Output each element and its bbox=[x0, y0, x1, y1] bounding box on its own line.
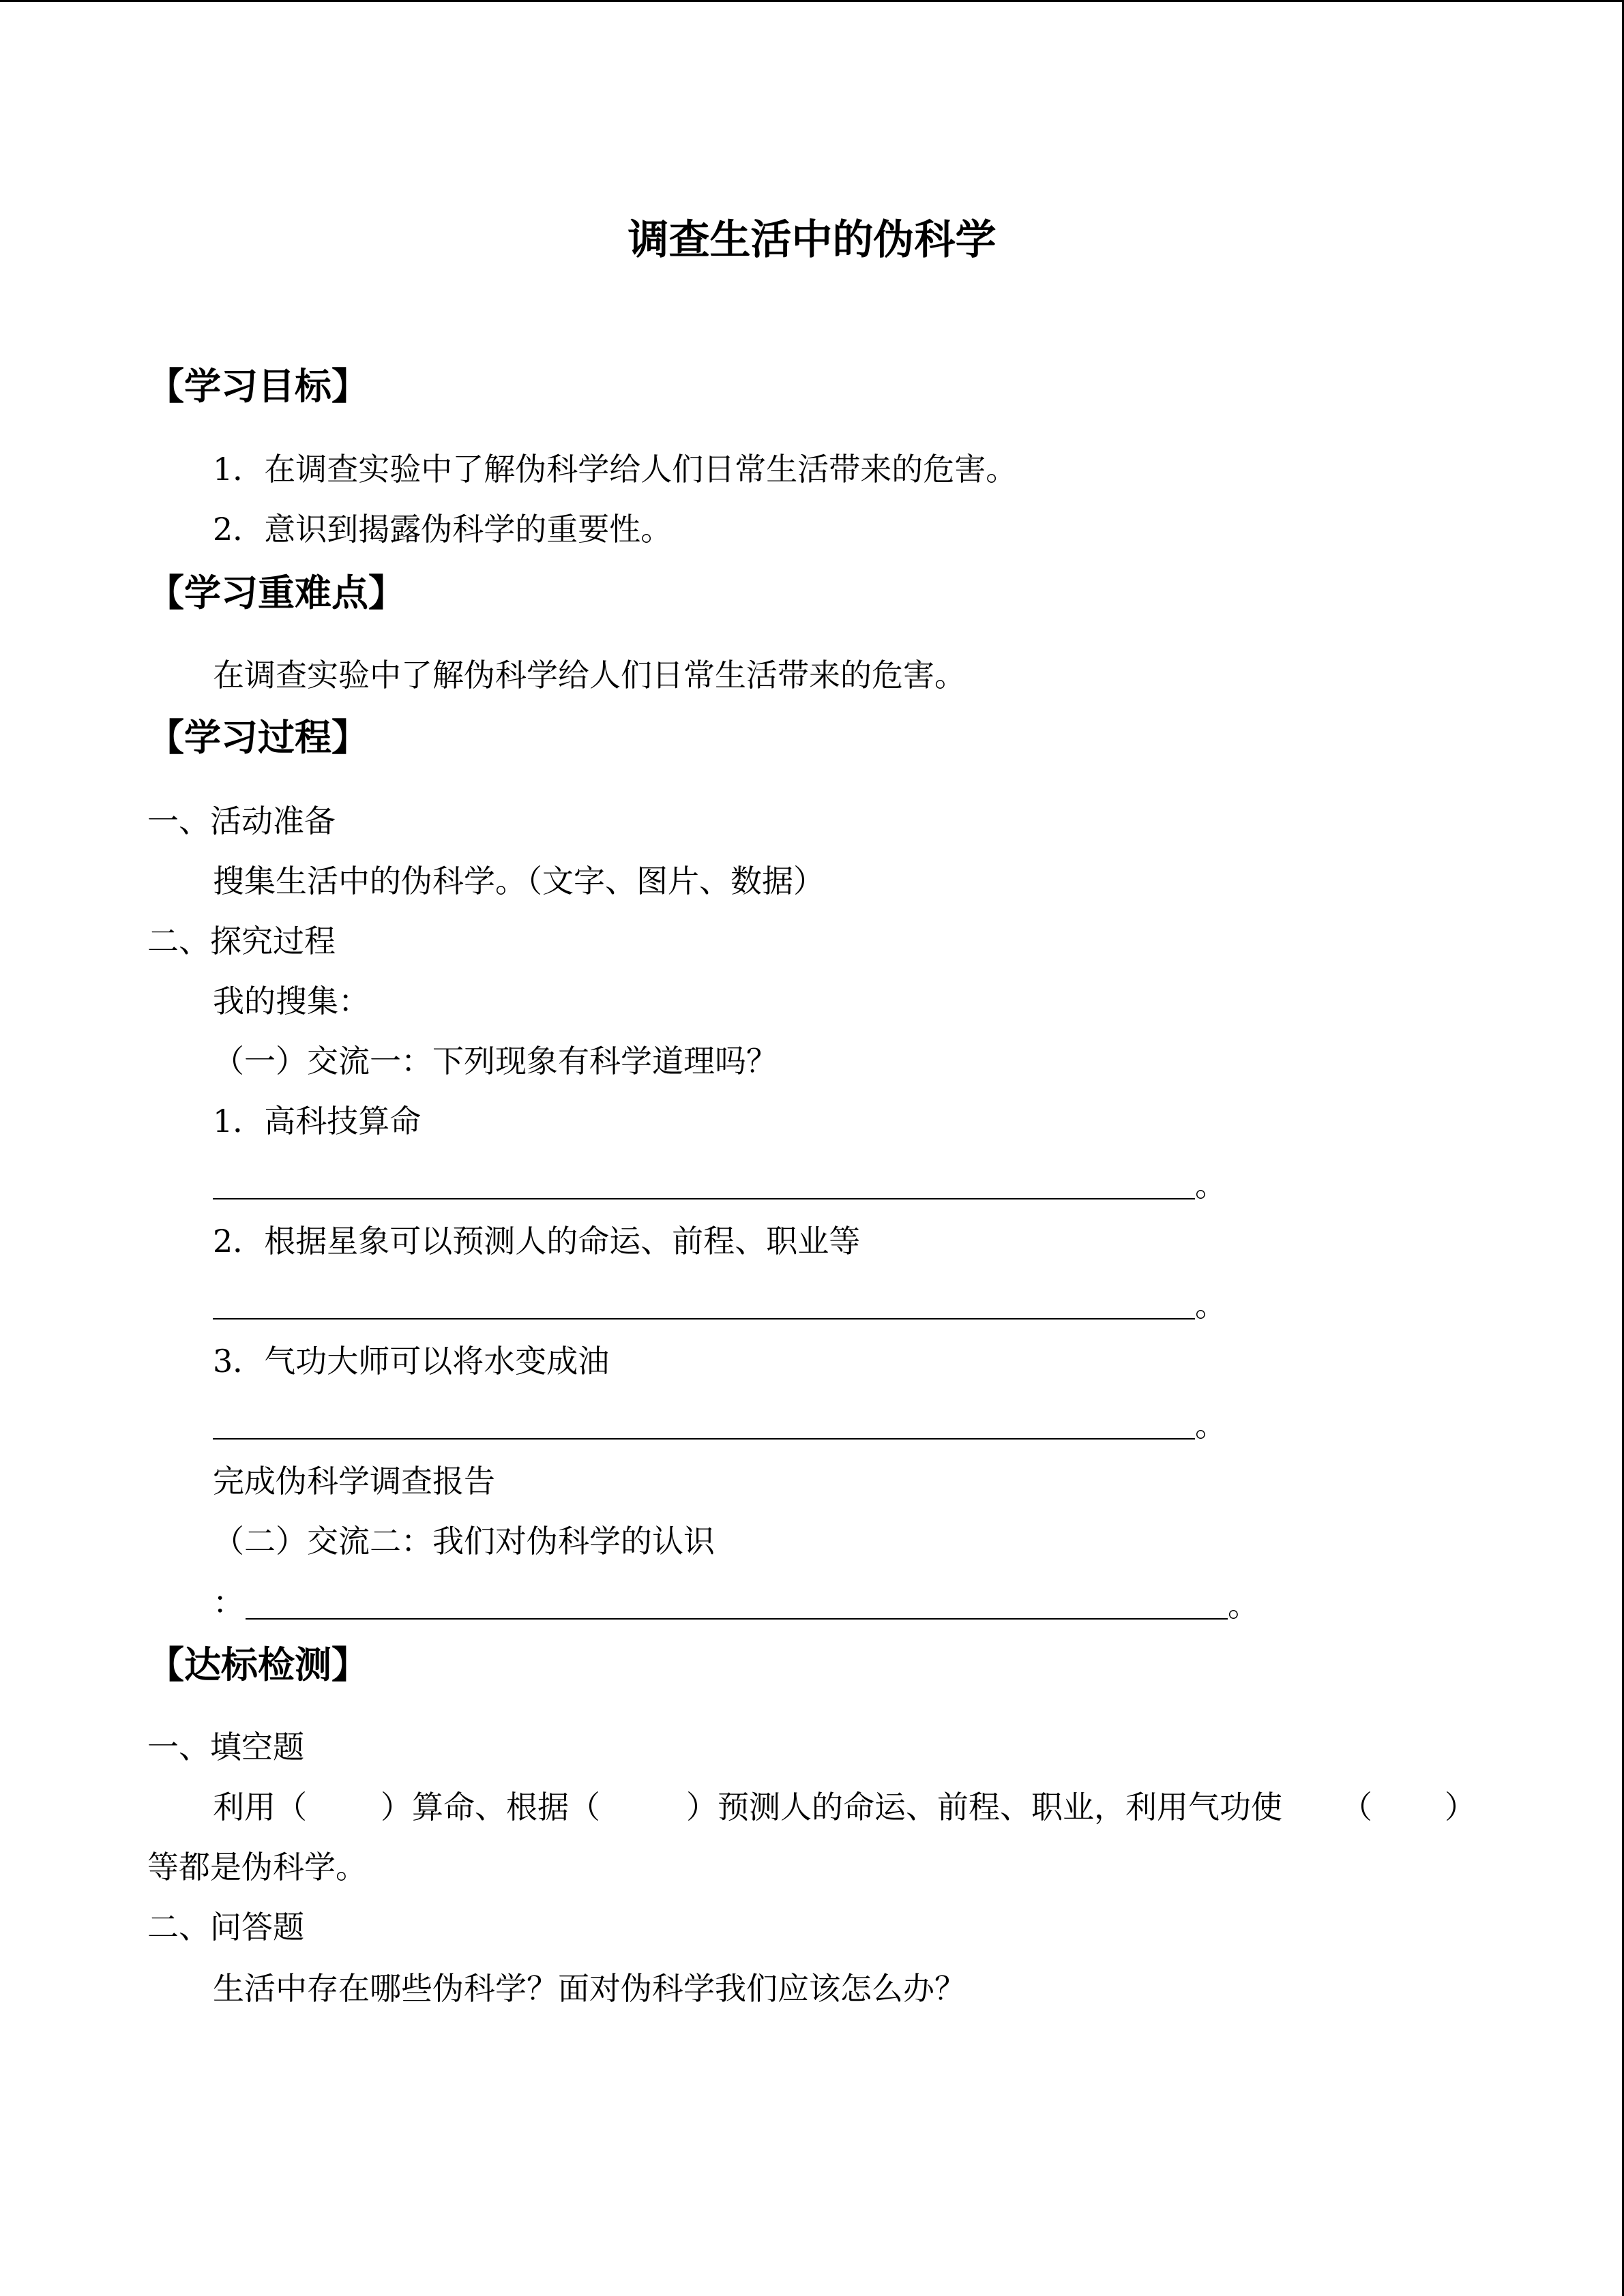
answer-blank-3[interactable] bbox=[213, 1438, 1195, 1440]
page-title: 调查生活中的伪科学 bbox=[628, 216, 996, 264]
fill-blank-seg-1: 利用（ bbox=[213, 1789, 307, 1825]
answer-2-period: 。 bbox=[1195, 1287, 1226, 1324]
test-question: 生活中存在哪些伪科学？面对伪科学我们应该怎么办？ bbox=[213, 1970, 966, 2007]
heading-process: 【学习过程】 bbox=[147, 716, 368, 759]
question-1: 1．高科技算命 bbox=[213, 1103, 422, 1139]
answer-blank-2[interactable] bbox=[213, 1318, 1195, 1320]
fill-blank-seg-4: （ bbox=[1341, 1789, 1372, 1825]
exchange-2-title: （二）交流二：我们对伪科学的认识 bbox=[213, 1523, 715, 1560]
goal-item-1: 1．在调查实验中了解伪科学给人们日常生活带来的危害。 bbox=[213, 451, 1018, 488]
test-part2-title: 二、问答题 bbox=[147, 1909, 304, 1945]
exchange-2-period: 。 bbox=[1228, 1587, 1259, 1624]
question-3: 3．气功大师可以将水变成油 bbox=[213, 1343, 610, 1380]
fill-blank-seg-2: ）算命、根据（ bbox=[381, 1789, 600, 1825]
heading-key-points: 【学习重难点】 bbox=[147, 571, 405, 614]
key-points-text: 在调查实验中了解伪科学给人们日常生活带来的危害。 bbox=[213, 657, 966, 694]
goal-item-2: 2．意识到揭露伪科学的重要性。 bbox=[213, 511, 673, 548]
fill-blank-line-2: 等都是伪科学。 bbox=[147, 1849, 367, 1885]
process-part1-text: 搜集生活中的伪科学。（文字、图片、数据） bbox=[213, 863, 825, 899]
heading-test: 【达标检测】 bbox=[147, 1643, 368, 1686]
exchange-1-question: （一）交流一：下列现象有科学道理吗？ bbox=[213, 1043, 778, 1079]
fill-blank-seg-3: ）预测人的命运、前程、职业，利用气功使 bbox=[686, 1789, 1282, 1825]
question-2: 2．根据星象可以预测人的命运、前程、职业等 bbox=[213, 1223, 861, 1259]
test-part1-title: 一、填空题 bbox=[147, 1729, 304, 1765]
top-border bbox=[0, 0, 1624, 2]
fill-blank-seg-5: ） bbox=[1445, 1789, 1476, 1825]
answer-blank-1[interactable] bbox=[213, 1198, 1195, 1199]
answer-1-period: 。 bbox=[1195, 1167, 1226, 1204]
exchange-2-colon: ： bbox=[213, 1584, 244, 1621]
process-part2-title: 二、探究过程 bbox=[147, 923, 336, 959]
exchange-2-answer-blank[interactable] bbox=[246, 1618, 1228, 1620]
process-part1-title: 一、活动准备 bbox=[147, 803, 336, 839]
report-instruction: 完成伪科学调查报告 bbox=[213, 1463, 495, 1500]
my-collection-label: 我的搜集： bbox=[213, 983, 370, 1019]
heading-goals: 【学习目标】 bbox=[147, 365, 368, 408]
answer-3-period: 。 bbox=[1195, 1407, 1226, 1444]
